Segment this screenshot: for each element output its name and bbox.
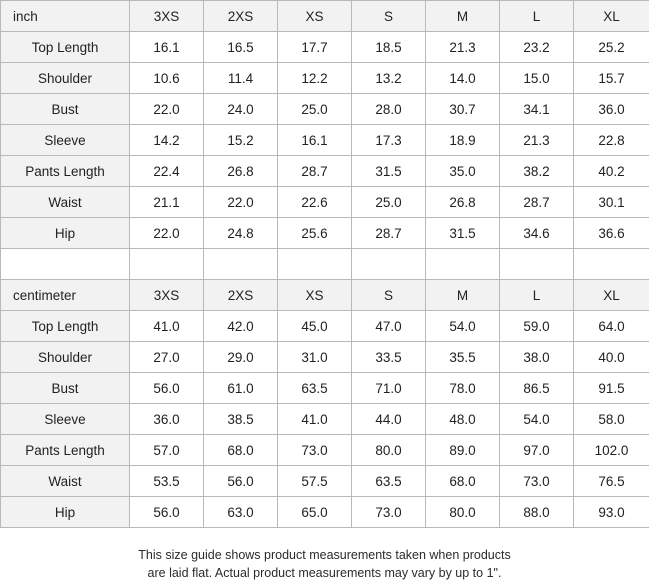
cell-bust-xl-inch: 36.0 xyxy=(574,94,649,125)
cell-top-length-m-inch: 21.3 xyxy=(426,32,500,63)
row-label-sleeve-cm: Sleeve xyxy=(1,404,130,435)
cell-bust-3xs-cm: 56.0 xyxy=(130,373,204,404)
separator-cell xyxy=(500,249,574,280)
cell-waist-xl-inch: 30.1 xyxy=(574,187,649,218)
row-label-pants-length-inch: Pants Length xyxy=(1,156,130,187)
cell-pants-length-m-cm: 89.0 xyxy=(426,435,500,466)
column-header-s-cm: S xyxy=(352,280,426,311)
cell-sleeve-2xs-cm: 38.5 xyxy=(204,404,278,435)
column-header-l-cm: L xyxy=(500,280,574,311)
cell-bust-m-inch: 30.7 xyxy=(426,94,500,125)
separator-cell xyxy=(574,249,649,280)
column-header-2xs-inch: 2XS xyxy=(204,1,278,32)
cell-waist-3xs-inch: 21.1 xyxy=(130,187,204,218)
table-row xyxy=(1,435,649,466)
column-header-xs-cm: XS xyxy=(278,280,352,311)
cell-hip-3xs-inch: 22.0 xyxy=(130,218,204,249)
cell-waist-2xs-cm: 56.0 xyxy=(204,466,278,497)
cell-top-length-3xs-cm: 41.0 xyxy=(130,311,204,342)
unit-label-centimeter: centimeter xyxy=(1,280,130,311)
cell-waist-s-cm: 63.5 xyxy=(352,466,426,497)
cell-pants-length-m-inch: 35.0 xyxy=(426,156,500,187)
table-separator-row xyxy=(1,249,649,280)
table-row xyxy=(1,32,649,63)
cell-shoulder-xl-inch: 15.7 xyxy=(574,63,649,94)
cell-shoulder-2xs-cm: 29.0 xyxy=(204,342,278,373)
cell-top-length-xs-cm: 45.0 xyxy=(278,311,352,342)
table-row xyxy=(1,342,649,373)
cell-shoulder-s-cm: 33.5 xyxy=(352,342,426,373)
cell-pants-length-xs-inch: 28.7 xyxy=(278,156,352,187)
cell-hip-3xs-cm: 56.0 xyxy=(130,497,204,528)
table-row xyxy=(1,156,649,187)
cell-bust-2xs-inch: 24.0 xyxy=(204,94,278,125)
cell-bust-xs-cm: 63.5 xyxy=(278,373,352,404)
cell-shoulder-l-cm: 38.0 xyxy=(500,342,574,373)
column-header-m-inch: M xyxy=(426,1,500,32)
cell-pants-length-l-cm: 97.0 xyxy=(500,435,574,466)
table-row xyxy=(1,63,649,94)
cell-sleeve-m-inch: 18.9 xyxy=(426,125,500,156)
cell-pants-length-3xs-cm: 57.0 xyxy=(130,435,204,466)
cell-pants-length-xs-cm: 73.0 xyxy=(278,435,352,466)
cell-sleeve-xs-cm: 41.0 xyxy=(278,404,352,435)
cell-pants-length-l-inch: 38.2 xyxy=(500,156,574,187)
cell-shoulder-m-cm: 35.5 xyxy=(426,342,500,373)
cell-top-length-3xs-inch: 16.1 xyxy=(130,32,204,63)
cell-top-length-l-cm: 59.0 xyxy=(500,311,574,342)
cell-sleeve-s-inch: 17.3 xyxy=(352,125,426,156)
cell-top-length-2xs-inch: 16.5 xyxy=(204,32,278,63)
table-header-row-centimeter xyxy=(1,280,649,311)
table-row xyxy=(1,187,649,218)
cell-pants-length-s-cm: 80.0 xyxy=(352,435,426,466)
row-label-pants-length-cm: Pants Length xyxy=(1,435,130,466)
row-label-bust-inch: Bust xyxy=(1,94,130,125)
column-header-xl-inch: XL xyxy=(574,1,649,32)
cell-waist-xs-inch: 22.6 xyxy=(278,187,352,218)
cell-waist-2xs-inch: 22.0 xyxy=(204,187,278,218)
cell-waist-m-cm: 68.0 xyxy=(426,466,500,497)
cell-sleeve-xl-inch: 22.8 xyxy=(574,125,649,156)
cell-waist-l-inch: 28.7 xyxy=(500,187,574,218)
cell-shoulder-xs-cm: 31.0 xyxy=(278,342,352,373)
cell-waist-xl-cm: 76.5 xyxy=(574,466,649,497)
column-header-xl-cm: XL xyxy=(574,280,649,311)
cell-pants-length-s-inch: 31.5 xyxy=(352,156,426,187)
cell-hip-xs-cm: 65.0 xyxy=(278,497,352,528)
footnote-line-1: This size guide shows product measurements taken when products xyxy=(40,546,609,564)
table-header-row-inch xyxy=(1,1,649,32)
row-label-hip-inch: Hip xyxy=(1,218,130,249)
row-label-sleeve-inch: Sleeve xyxy=(1,125,130,156)
cell-sleeve-xl-cm: 58.0 xyxy=(574,404,649,435)
cell-top-length-xl-inch: 25.2 xyxy=(574,32,649,63)
cell-waist-l-cm: 73.0 xyxy=(500,466,574,497)
table-row xyxy=(1,218,649,249)
row-label-shoulder-cm: Shoulder xyxy=(1,342,130,373)
cell-hip-xl-inch: 36.6 xyxy=(574,218,649,249)
cell-shoulder-xs-inch: 12.2 xyxy=(278,63,352,94)
column-header-3xs-inch: 3XS xyxy=(130,1,204,32)
cell-sleeve-l-inch: 21.3 xyxy=(500,125,574,156)
cell-hip-s-cm: 73.0 xyxy=(352,497,426,528)
row-label-waist-cm: Waist xyxy=(1,466,130,497)
separator-cell xyxy=(1,249,130,280)
cell-top-length-s-inch: 18.5 xyxy=(352,32,426,63)
cell-bust-s-inch: 28.0 xyxy=(352,94,426,125)
cell-hip-xl-cm: 93.0 xyxy=(574,497,649,528)
separator-cell xyxy=(426,249,500,280)
row-label-bust-cm: Bust xyxy=(1,373,130,404)
separator-cell xyxy=(278,249,352,280)
table-row xyxy=(1,125,649,156)
cell-hip-xs-inch: 25.6 xyxy=(278,218,352,249)
cell-shoulder-xl-cm: 40.0 xyxy=(574,342,649,373)
cell-top-length-m-cm: 54.0 xyxy=(426,311,500,342)
column-header-3xs-cm: 3XS xyxy=(130,280,204,311)
cell-shoulder-l-inch: 15.0 xyxy=(500,63,574,94)
cell-hip-m-inch: 31.5 xyxy=(426,218,500,249)
cell-hip-l-inch: 34.6 xyxy=(500,218,574,249)
cell-shoulder-s-inch: 13.2 xyxy=(352,63,426,94)
cell-top-length-2xs-cm: 42.0 xyxy=(204,311,278,342)
row-label-shoulder-inch: Shoulder xyxy=(1,63,130,94)
cell-bust-l-inch: 34.1 xyxy=(500,94,574,125)
cell-hip-l-cm: 88.0 xyxy=(500,497,574,528)
cell-waist-s-inch: 25.0 xyxy=(352,187,426,218)
cell-sleeve-m-cm: 48.0 xyxy=(426,404,500,435)
cell-pants-length-xl-cm: 102.0 xyxy=(574,435,649,466)
cell-bust-xl-cm: 91.5 xyxy=(574,373,649,404)
cell-sleeve-3xs-cm: 36.0 xyxy=(130,404,204,435)
cell-shoulder-3xs-cm: 27.0 xyxy=(130,342,204,373)
cell-waist-m-inch: 26.8 xyxy=(426,187,500,218)
cell-sleeve-xs-inch: 16.1 xyxy=(278,125,352,156)
cell-waist-3xs-cm: 53.5 xyxy=(130,466,204,497)
footnote-line-2: are laid flat. Actual product measurements may vary by up to 1". xyxy=(40,564,609,582)
cell-sleeve-3xs-inch: 14.2 xyxy=(130,125,204,156)
column-header-m-cm: M xyxy=(426,280,500,311)
table-row xyxy=(1,404,649,435)
cell-waist-xs-cm: 57.5 xyxy=(278,466,352,497)
cell-pants-length-2xs-inch: 26.8 xyxy=(204,156,278,187)
row-label-top-length-inch: Top Length xyxy=(1,32,130,63)
row-label-hip-cm: Hip xyxy=(1,497,130,528)
cell-hip-s-inch: 28.7 xyxy=(352,218,426,249)
cell-pants-length-xl-inch: 40.2 xyxy=(574,156,649,187)
table-row xyxy=(1,94,649,125)
column-header-s-inch: S xyxy=(352,1,426,32)
separator-cell xyxy=(204,249,278,280)
cell-top-length-xs-inch: 17.7 xyxy=(278,32,352,63)
cell-bust-m-cm: 78.0 xyxy=(426,373,500,404)
separator-cell xyxy=(352,249,426,280)
cell-bust-3xs-inch: 22.0 xyxy=(130,94,204,125)
cell-hip-m-cm: 80.0 xyxy=(426,497,500,528)
size-guide-footnote xyxy=(0,546,649,582)
cell-bust-s-cm: 71.0 xyxy=(352,373,426,404)
cell-sleeve-2xs-inch: 15.2 xyxy=(204,125,278,156)
cell-shoulder-3xs-inch: 10.6 xyxy=(130,63,204,94)
cell-bust-2xs-cm: 61.0 xyxy=(204,373,278,404)
row-label-top-length-cm: Top Length xyxy=(1,311,130,342)
column-header-l-inch: L xyxy=(500,1,574,32)
cell-top-length-l-inch: 23.2 xyxy=(500,32,574,63)
cell-shoulder-m-inch: 14.0 xyxy=(426,63,500,94)
separator-cell xyxy=(130,249,204,280)
column-header-xs-inch: XS xyxy=(278,1,352,32)
cell-bust-l-cm: 86.5 xyxy=(500,373,574,404)
table-row xyxy=(1,311,649,342)
column-header-2xs-cm: 2XS xyxy=(204,280,278,311)
cell-shoulder-2xs-inch: 11.4 xyxy=(204,63,278,94)
cell-top-length-xl-cm: 64.0 xyxy=(574,311,649,342)
cell-sleeve-l-cm: 54.0 xyxy=(500,404,574,435)
cell-hip-2xs-cm: 63.0 xyxy=(204,497,278,528)
cell-pants-length-3xs-inch: 22.4 xyxy=(130,156,204,187)
cell-sleeve-s-cm: 44.0 xyxy=(352,404,426,435)
table-row xyxy=(1,373,649,404)
cell-hip-2xs-inch: 24.8 xyxy=(204,218,278,249)
table-row xyxy=(1,466,649,497)
cell-bust-xs-inch: 25.0 xyxy=(278,94,352,125)
table-row xyxy=(1,497,649,528)
cell-pants-length-2xs-cm: 68.0 xyxy=(204,435,278,466)
unit-label-inch: inch xyxy=(1,1,130,32)
cell-top-length-s-cm: 47.0 xyxy=(352,311,426,342)
row-label-waist-inch: Waist xyxy=(1,187,130,218)
